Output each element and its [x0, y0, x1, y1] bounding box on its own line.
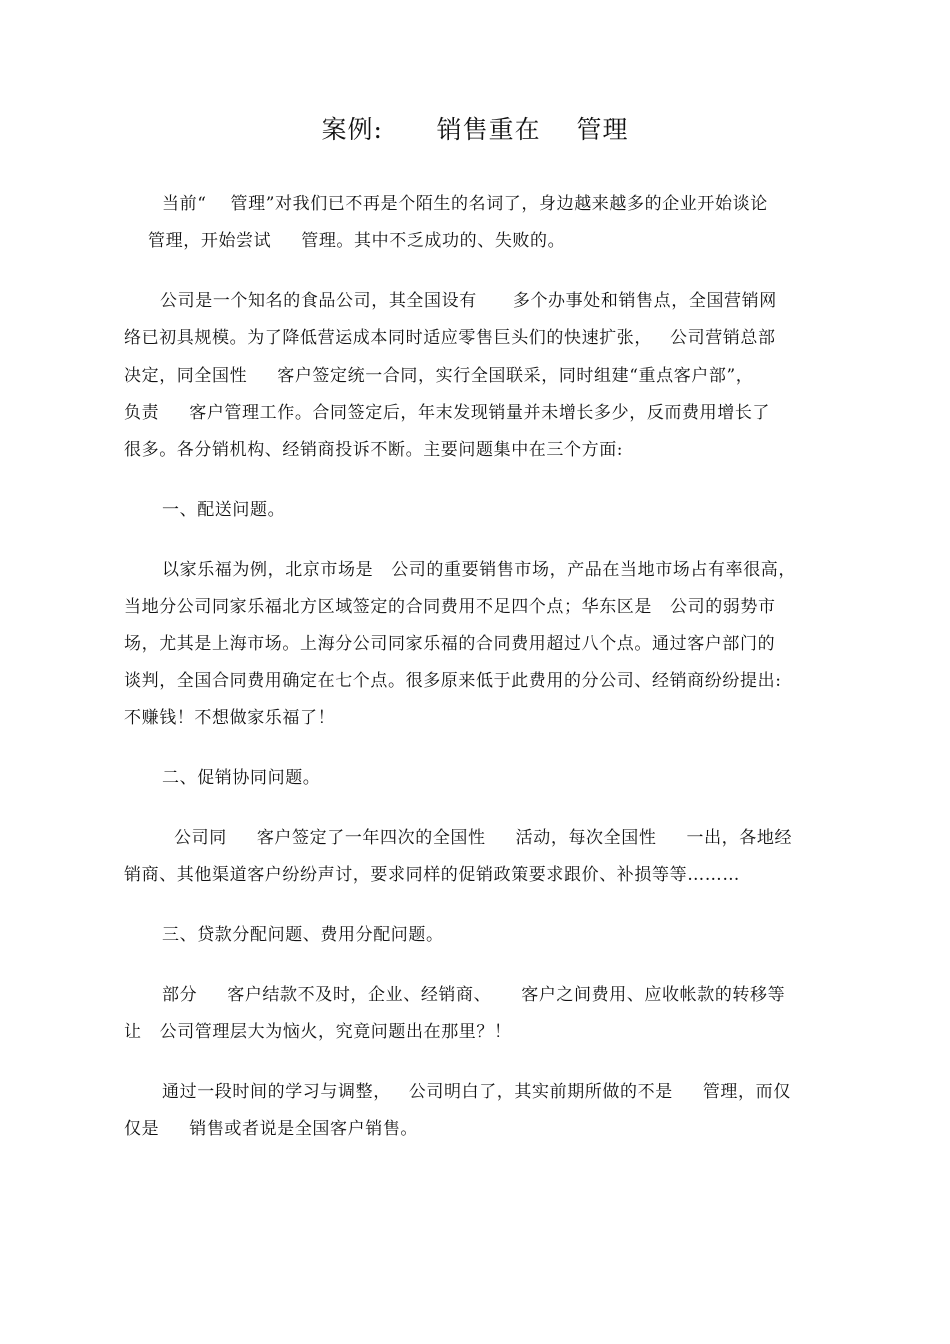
- paragraph-line: 销商、其他渠道客户纷纷声讨，要求同样的促销政策要求跟价、补损等等………: [124, 865, 740, 885]
- paragraph-line: 不赚钱！不想做家乐福了！: [124, 708, 336, 728]
- paragraph-line: 当地分公司同家乐福北方区域签定的合同费用不足四个点；华东区是 公司的弱势市: [124, 597, 776, 617]
- paragraph-line: 很多。各分销机构、经销商投诉不断。主要问题集中在三个方面:: [124, 440, 624, 460]
- paragraph-line: 以家乐福为例，北京市场是 公司的重要销售市场，产品在当地市场占有率很高，: [162, 560, 797, 580]
- section-heading: 二、促销协同问题。: [162, 768, 321, 788]
- paragraph-line: 通过一段时间的学习与调整， 公司明白了，其实前期所做的不是 管理，而仅: [162, 1082, 791, 1102]
- paragraph-line: 谈判，全国合同费用确定在七个点。很多原来低于此费用的分公司、经销商纷纷提出:: [124, 671, 782, 691]
- paragraph-line: 公司同 客户签定了一年四次的全国性 活动，每次全国性 一出，各地经: [162, 828, 793, 848]
- page-title: 案例: 销售重在 管理: [321, 115, 629, 144]
- paragraph-line: 当前“ 管理”对我们已不再是个陌生的名词了，身边越来越多的企业开始谈论: [162, 194, 768, 214]
- paragraph-line: 管理，开始尝试 管理。其中不乏成功的、失败的。: [124, 231, 566, 251]
- paragraph-line: 让 公司管理层大为恼火，究竟问题出在那里？！: [124, 1022, 512, 1042]
- section-heading: 三、贷款分配问题、费用分配问题。: [162, 925, 444, 945]
- paragraph-line: 公司是一个知名的食品公司，其全国设有 多个办事处和销售点，全国营销网: [124, 291, 777, 311]
- paragraph-line: 决定，同全国性 客户签定统一合同，实行全国联采，同时组建“重点客户部”，: [124, 366, 754, 386]
- paragraph-line: 部分 客户结款不及时，企业、经销商、 客户之间费用、应收帐款的转移等: [162, 985, 786, 1005]
- section-heading: 一、配送问题。: [162, 500, 286, 520]
- paragraph-line: 仅是 销售或者说是全国客户销售。: [124, 1119, 419, 1139]
- paragraph-line: 负责 客户管理工作。合同签定后，年末发现销量并未增长多少，反而费用增长了: [124, 403, 771, 423]
- paragraph-line: 场，尤其是上海市场。上海分公司同家乐福的合同费用超过八个点。通过客户部门的: [124, 634, 776, 654]
- paragraph-line: 络已初具规模。为了降低营运成本同时适应零售巨头们的快速扩张， 公司营销总部: [124, 328, 776, 348]
